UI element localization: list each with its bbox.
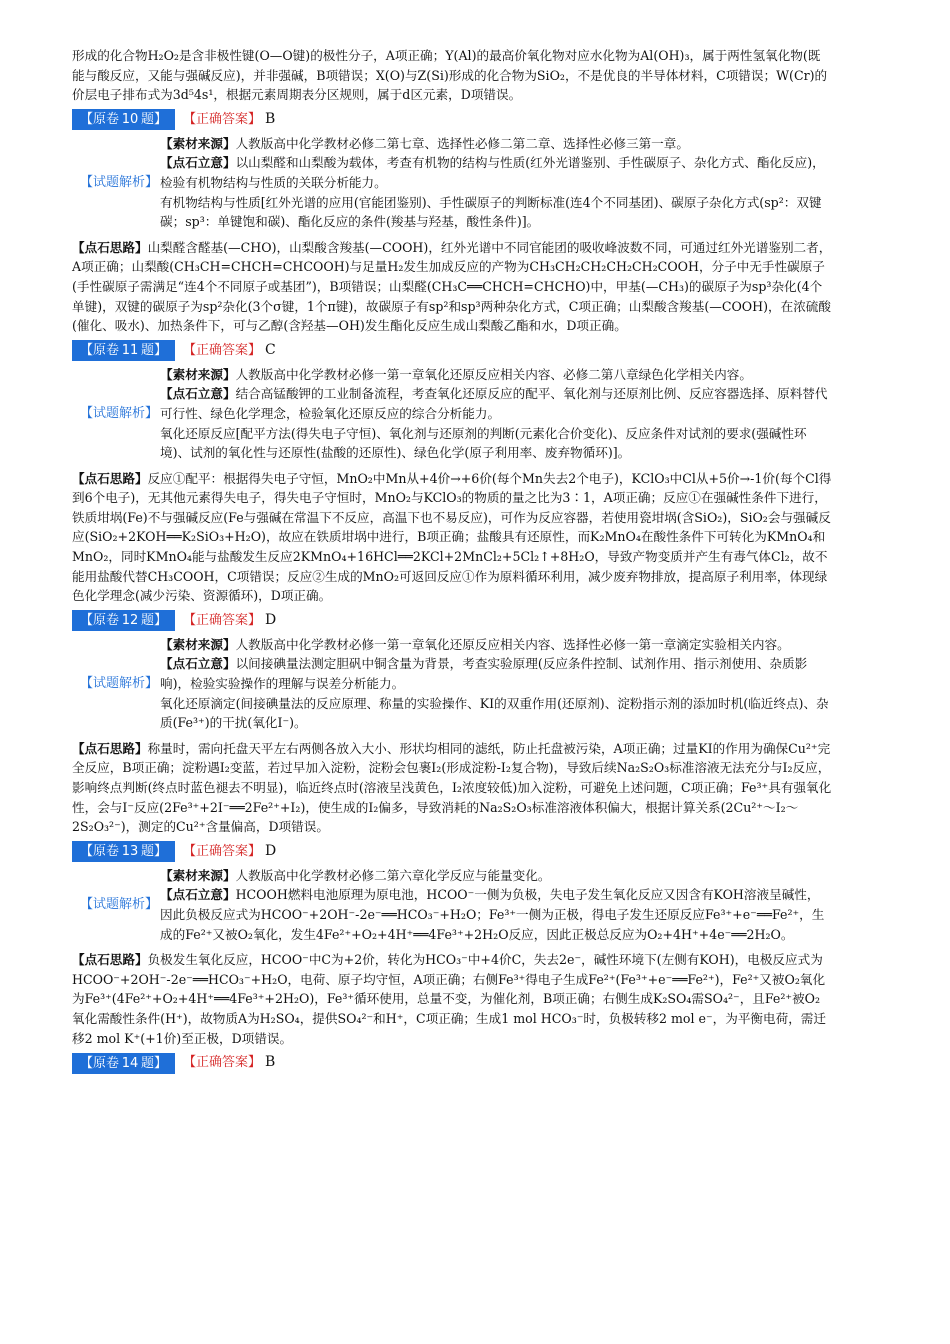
question-header bbox=[72, 109, 832, 131]
thinking-text: 山梨醛含醛基(—CHO)，山梨酸含羧基(—COOH)，红外光谱中不同官能团的吸收峰波数不同，可通过红外光谱鉴别二者，A项正确；山梨酸(CH₃CH=CHCH=CHCOOH)与足量H₂发生加成反应的产物为CH₃CH₂CH₂CH₂CH₂COOH，分子中无手性碳原子(手性碳原子需满足“连4个不同原子或基团”)，B项错误；山梨醛(CH₃C══CHCH=CHCHO)中，甲基(—CH₃)的碳原子为sp³杂化(4个单键)，双键的碳原子为sp²杂化(3个σ键，1个π键)，故碳原子有sp²和sp³两种杂化方式，C项正确；山梨酸含羧基(—COOH)，在浓硫酸(催化、吸水)、加热条件下，可与乙醇(含羟基—OH)发生酯化反应生成山梨酸乙酯和水，D项正确。 bbox=[72, 239, 832, 334]
correct-answer-label: 【正确答案】 bbox=[183, 613, 262, 629]
question-header bbox=[72, 610, 832, 632]
thinking-text: 负极发生氧化反应，HCOO⁻中C为+2价，转化为HCO₃⁻中+4价C，失去2e⁻，碱性环境下(左侧有KOH)，电极反应式为HCOO⁻+2OH⁻-2e⁻══HCO₃⁻+H₂O，电荷、原子均守恒，A项正确；右侧Fe³⁺得电子生成Fe²⁺(Fe³⁺+e⁻══Fe²⁺)，Fe²⁺又被O₂氧化为Fe³⁺(4Fe²⁺+O₂+4H⁺══4Fe³⁺+2H₂O)，Fe³⁺循环使用，总量不变，为催化剂，B项正确；右侧生成K₂SO₄需SO₄²⁻，且Fe²⁺被O₂氧化需酸性条件(H⁺)，故物质A为H₂SO₄，提供SO₄²⁻和H⁺，C项正确；生成1 mol HCO₃⁻时，负极转移2 mol e⁻，为平衡电荷，需迁移2 mol K⁺(+1价)至正极，D项错误。 bbox=[72, 952, 826, 1046]
question-number: 11 bbox=[121, 343, 139, 359]
question-header bbox=[72, 1052, 832, 1074]
source-text: 人教版高中化学教材必修二第七章、选择性必修二第二章、选择性必修三第一章。 bbox=[235, 135, 689, 151]
analysis-body bbox=[160, 134, 832, 232]
correct-answer-label: 【正确答案】 bbox=[183, 843, 262, 859]
point-label: 【点石立意】 bbox=[160, 656, 236, 672]
point-label: 【点石立意】 bbox=[160, 155, 236, 171]
analysis-block bbox=[72, 134, 832, 232]
point-text: 以山梨醛和山梨酸为载体，考查有机物的结构与性质(红外光谱鉴别、手性碳原子、杂化方式、酯化反应)，检验有机物结构与性质的关联分析能力。 bbox=[160, 155, 825, 190]
thinking-text: 称量时，需向托盘天平左右两侧各放入大小、形状均相同的滤纸，防止托盘被污染，A项正确；过量KI的作用为确保Cu²⁺完全反应，B项正确；淀粉遇I₂变蓝，若过早加入淀粉，淀粉会包裹I₂(形成淀粉-I₂复合物)，导致后续Na₂S₂O₃标准溶液无法充分与I₂反应，影响终点判断(终点时蓝色褪去不明显)，临近终点时(溶液呈浅黄色，I₂浓度较低)加入淀粉，可避免上述问题，C项正确；Fe³⁺具有强氧化性，会与I⁻反应(2Fe³⁺+2I⁻══2Fe²⁺+I₂)，使生成的I₂偏多，导致消耗的Na₂S₂O₃标准溶液体积偏大，根据计算关系(2Cu²⁺～I₂～2S₂O₃²⁻)，测定的Cu²⁺含量偏高，D项错误。 bbox=[72, 740, 832, 835]
question-number: 13 bbox=[121, 844, 139, 860]
original-question-badge: 【原卷 11 题】 bbox=[72, 340, 175, 361]
analysis-label: 【试题解析】 bbox=[79, 174, 158, 190]
thinking-paragraph bbox=[72, 469, 832, 606]
correct-answer-label: 【正确答案】 bbox=[183, 111, 262, 127]
analysis-block bbox=[72, 635, 832, 733]
thinking-label: 【点石思路】 bbox=[72, 239, 148, 255]
correct-answer-label: 【正确答案】 bbox=[183, 342, 262, 358]
source-text: 人教版高中化学教材必修一第一章氧化还原反应相关内容、选择性必修一第一章滴定实验相关内容。 bbox=[235, 636, 790, 652]
knowledge-text: 有机物结构与性质[红外光谱的应用(官能团鉴别)、手性碳原子的判断标准(连4个不同基团)、碳原子杂化方式(sp²：双键碳；sp³：单键饱和碳)、酯化反应的条件(羧基与羟基，酸性条件)]。 bbox=[160, 194, 822, 230]
point-text: 结合高锰酸钾的工业制备流程，考查氧化还原反应的配平、氧化剂与还原剂比例、反应容器选择、原料替代可行性、绿色化学理念，检验氧化还原反应的综合分析能力。 bbox=[160, 386, 828, 421]
thinking-paragraph bbox=[72, 950, 832, 1048]
question-number: 14 bbox=[121, 1055, 139, 1071]
analysis-label: 【试题解析】 bbox=[79, 405, 158, 421]
point-label: 【点石立意】 bbox=[160, 887, 236, 903]
question-header bbox=[72, 841, 832, 863]
original-question-badge: 【原卷 13 题】 bbox=[72, 841, 175, 862]
point-label: 【点石立意】 bbox=[160, 386, 236, 402]
thinking-label: 【点石思路】 bbox=[72, 740, 148, 756]
correct-answer-value: D bbox=[265, 612, 277, 629]
correct-answer-value: D bbox=[265, 842, 277, 859]
correct-answer-value: C bbox=[265, 341, 276, 358]
thinking-text: 反应①配平：根据得失电子守恒，MnO₂中Mn从+4价→+6价(每个Mn失去2个电子)，KClO₃中Cl从+5价→-1价(每个Cl得到6个电子)，无其他元素得失电子，得失电子守恒时，MnO₂与KClO₃的物质的量之比为3∶1，A项正确；反应①在强碱性条件下进行，铁质坩埚(Fe)不与强碱反应(Fe与强碱在常温下不反应，高温下也不易反应)，可作为反应容器，若使用瓷坩埚(含SiO₂)，SiO₂会与强碱反应(SiO₂+2KOH══K₂SiO₃+H₂O)，故应在铁质坩埚中进行，B项正确；盐酸具有还原性，而K₂MnO₄在酸性条件下可转化为KMnO₄和MnO₂，同时KMnO₄能与盐酸发生反应2KMnO₄+16HCl══2KCl+2MnCl₂+5Cl₂↑+8H₂O，导致产物变质并产生有毒气体Cl₂，故不能用盐酸代替CH₃COOH，C项错误；反应②生成的MnO₂可返回反应①作为原料循环利用，减少废弃物排放，提高原子利用率，体现绿色化学理念(减少污染、资源循环)，D项正确。 bbox=[72, 470, 832, 604]
knowledge-text: 氧化还原反应[配平方法(得失电子守恒)、氧化剂与还原剂的判断(元素化合价变化)、反应条件对试剂的要求(强碱性环境)、试剂的氧化性与还原性(盐酸的还原性)、绿色化学(原子利用率、废弃物循环)]。 bbox=[160, 425, 807, 461]
point-text: HCOOH燃料电池原理为原电池，HCOO⁻一侧为负极，失电子发生氧化反应又因含有KOH溶液呈碱性，因此负极反应式为HCOO⁻+2OH⁻-2e⁻══HCO₃⁻+H₂O；Fe³⁺一侧为正极，得电子发生还原反应Fe³⁺+e⁻══Fe²⁺，生成的Fe²⁺又被O₂氧化，发生4Fe²⁺+O₂+4H⁺══4Fe³⁺+2H₂O反应，因此正极总反应为O₂+4H⁺+4e⁻══2H₂O。 bbox=[160, 887, 825, 942]
thinking-label: 【点石思路】 bbox=[72, 952, 148, 968]
analysis-block bbox=[72, 866, 832, 944]
original-question-badge: 【原卷 14 题】 bbox=[72, 1053, 175, 1074]
thinking-paragraph bbox=[72, 739, 832, 837]
analysis-body bbox=[160, 866, 832, 944]
analysis-body bbox=[160, 635, 832, 733]
correct-answer-label: 【正确答案】 bbox=[183, 1055, 262, 1071]
analysis-label: 【试题解析】 bbox=[79, 676, 158, 692]
thinking-paragraph bbox=[72, 238, 832, 336]
analysis-body bbox=[160, 365, 832, 463]
point-text: 以间接碘量法测定胆矾中铜含量为背景，考查实验原理(反应条件控制、试剂作用、指示剂使用、杂质影响)，检验实验操作的理解与误差分析能力。 bbox=[160, 656, 808, 692]
source-label: 【素材来源】 bbox=[160, 867, 236, 883]
correct-answer-value: B bbox=[265, 1054, 276, 1071]
source-text: 人教版高中化学教材必修二第六章化学反应与能量变化。 bbox=[235, 867, 551, 883]
original-question-badge: 【原卷 12 题】 bbox=[72, 610, 175, 631]
question-header bbox=[72, 340, 832, 362]
source-text: 人教版高中化学教材必修一第一章氧化还原反应相关内容、必修二第八章绿色化学相关内容。 bbox=[235, 366, 752, 382]
source-label: 【素材来源】 bbox=[160, 636, 236, 652]
analysis-block bbox=[72, 365, 832, 463]
thinking-label: 【点石思路】 bbox=[72, 470, 148, 486]
source-label: 【素材来源】 bbox=[160, 366, 236, 382]
intro-paragraph: 形成的化合物H₂O₂是含非极性键(O—O键)的极性分子，A项正确；Y(Al)的最高价氧化物对应水化物为Al(OH)₃，属于两性氢氧化物(既能与酸反应，又能与强碱反应)，并非强碱，B项错误；X(O)与Z(Si)形成的化合物为SiO₂，不是优良的半导体材料，C项错误；W(Cr)的价层电子排布式为3d⁵4s¹，根据元素周期表分区规则，属于d区元素，D项错误。 bbox=[72, 48, 828, 103]
question-number: 12 bbox=[121, 613, 139, 629]
question-number: 10 bbox=[121, 112, 139, 128]
original-question-badge: 【原卷 10 题】 bbox=[72, 109, 175, 130]
answer-explanation-page bbox=[72, 46, 832, 1077]
source-label: 【素材来源】 bbox=[160, 135, 236, 151]
analysis-label: 【试题解析】 bbox=[79, 897, 158, 913]
knowledge-text: 氧化还原滴定(间接碘量法的反应原理、称量的实验操作、KI的双重作用(还原剂)、淀粉指示剂的添加时机(临近终点)、杂质(Fe³⁺)的干扰(氧化I⁻)。 bbox=[160, 695, 829, 731]
correct-answer-value: B bbox=[265, 110, 276, 127]
